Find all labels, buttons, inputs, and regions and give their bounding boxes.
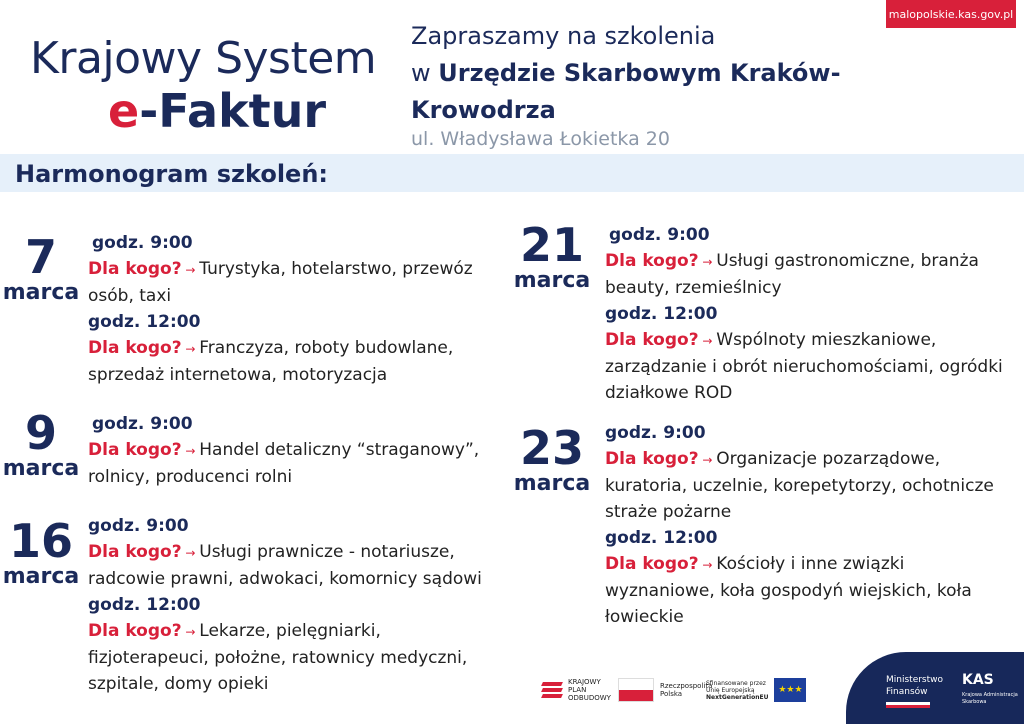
arrow-right-icon: → (698, 255, 717, 269)
eu-flag-icon: ★★★ (774, 678, 806, 702)
sessions-16-march (88, 513, 503, 697)
date-month: marca (2, 456, 80, 481)
session-time: godz. 9:00 (88, 516, 189, 536)
invite-office (411, 55, 881, 129)
title-e: e (108, 84, 140, 138)
date-day: 23 (519, 421, 584, 475)
session-audience (605, 248, 1015, 301)
date-16-march (0, 514, 82, 590)
ministry-name: Ministerstwo Finansów (886, 675, 944, 697)
date-day: 16 (8, 514, 73, 568)
audience-text: Turystyka, hotelarstwo, przewóz osób, taxi (88, 259, 473, 306)
session-audience (88, 618, 503, 697)
date-month: marca (2, 280, 80, 305)
date-9-march (0, 406, 82, 482)
session-audience (88, 335, 498, 388)
kas-name: Krajowa Administracja Skarbowa (962, 692, 1018, 705)
arrow-right-icon: → (181, 342, 200, 356)
session-time: godz. 12:00 (605, 304, 718, 324)
session-audience (88, 437, 488, 490)
date-23-march (510, 421, 594, 497)
who-label: Dla kogo? (605, 251, 699, 271)
who-label: Dla kogo? (605, 330, 699, 350)
address: ul. Władysława Łokietka 20 (411, 128, 670, 150)
who-label: Dla kogo? (88, 259, 182, 279)
schedule-title: Harmonogram szkoleń: (15, 160, 329, 188)
who-label: Dla kogo? (605, 554, 699, 574)
invite-line-1: Zapraszamy na szkolenia (411, 22, 716, 50)
session-time: godz. 9:00 (92, 233, 193, 253)
who-label: Dla kogo? (88, 621, 182, 641)
date-month: marca (2, 564, 80, 589)
arrow-right-icon: → (181, 263, 200, 277)
kpo-logo (542, 672, 611, 708)
site-link[interactable]: malopolskie.kas.gov.pl (886, 0, 1016, 28)
date-month: marca (513, 268, 591, 293)
who-label: Dla kogo? (88, 338, 182, 358)
date-day: 9 (24, 406, 57, 460)
sessions-23-march (605, 420, 1015, 630)
session-audience (605, 551, 1015, 630)
arrow-right-icon: → (181, 625, 200, 639)
eu-logo (706, 672, 806, 708)
audience-text: Organizacje pozarządowe, kuratoria, uczelnie, korepetytorzy, ochotnicze straże pożarne (605, 449, 994, 522)
title-line-1: Krajowy System (30, 33, 377, 84)
session-time: godz. 9:00 (605, 423, 706, 443)
date-day: 21 (519, 218, 584, 272)
kpo-text: KRAJOWY PLAN ODBUDOWY (568, 678, 611, 702)
title-faktur: -Faktur (139, 84, 327, 138)
date-21-march (510, 218, 594, 294)
invite-w: w (411, 59, 431, 87)
rp-logo (618, 672, 712, 708)
audience-text: Lekarze, pielęgniarki, fizjoterapeuci, położne, ratownicy medyczni, szpitale, domy opieki (88, 621, 468, 694)
audience-text: Wspólnoty mieszkaniowe, zarządzanie i obrót nieruchomościami, ogródki działkowe ROD (605, 330, 1003, 403)
rp-text: Rzeczpospolita Polska (660, 682, 713, 698)
audience-text: Franczyza, roboty budowlane, sprzedaż internetowa, motoryzacja (88, 338, 454, 385)
arrow-right-icon: → (698, 558, 717, 572)
kas-logo-icon: KAS (962, 672, 994, 688)
date-month: marca (513, 471, 591, 496)
arrow-right-icon: → (181, 546, 200, 560)
session-time: godz. 9:00 (92, 414, 193, 434)
session-time: godz. 9:00 (609, 225, 710, 245)
date-day: 7 (24, 230, 57, 284)
flag-stripe-red (886, 705, 930, 708)
kpo-mark-icon (542, 680, 562, 700)
office-name: Urzędzie Skarbowym Kraków-Krowodrza (411, 59, 841, 124)
title-line-2 (108, 84, 326, 138)
audience-text: Usługi prawnicze - notariusze, radcowie prawni, adwokaci, komornicy sądowi (88, 542, 482, 589)
eu-text: Sfinansowane przez Unię Europejską NextGenerationEU (706, 679, 769, 701)
who-label: Dla kogo? (605, 449, 699, 469)
date-7-march (0, 230, 82, 306)
arrow-right-icon: → (181, 444, 200, 458)
ministry-panel (846, 652, 1024, 724)
session-audience (88, 256, 498, 309)
sessions-7-march (88, 230, 498, 388)
audience-text: Usługi gastronomiczne, branża beauty, rzemieślnicy (605, 251, 979, 298)
session-audience (605, 446, 1015, 525)
schedule-header-band (0, 154, 1024, 192)
invitation (411, 18, 881, 129)
sessions-9-march (88, 411, 488, 490)
who-label: Dla kogo? (88, 440, 182, 460)
arrow-right-icon: → (698, 453, 717, 467)
session-time: godz. 12:00 (88, 312, 201, 332)
arrow-right-icon: → (698, 334, 717, 348)
polish-flag-icon (618, 678, 654, 702)
session-audience (88, 539, 503, 592)
sessions-21-march (605, 222, 1015, 406)
session-audience (605, 327, 1015, 406)
audience-text: Handel detaliczny “straganowy”, rolnicy, producenci rolni (88, 440, 480, 487)
who-label: Dla kogo? (88, 542, 182, 562)
audience-text: Kościoły i inne związki wyznaniowe, koła gospodyń wiejskich, koła łowieckie (605, 554, 972, 627)
session-time: godz. 12:00 (605, 528, 718, 548)
session-time: godz. 12:00 (88, 595, 201, 615)
